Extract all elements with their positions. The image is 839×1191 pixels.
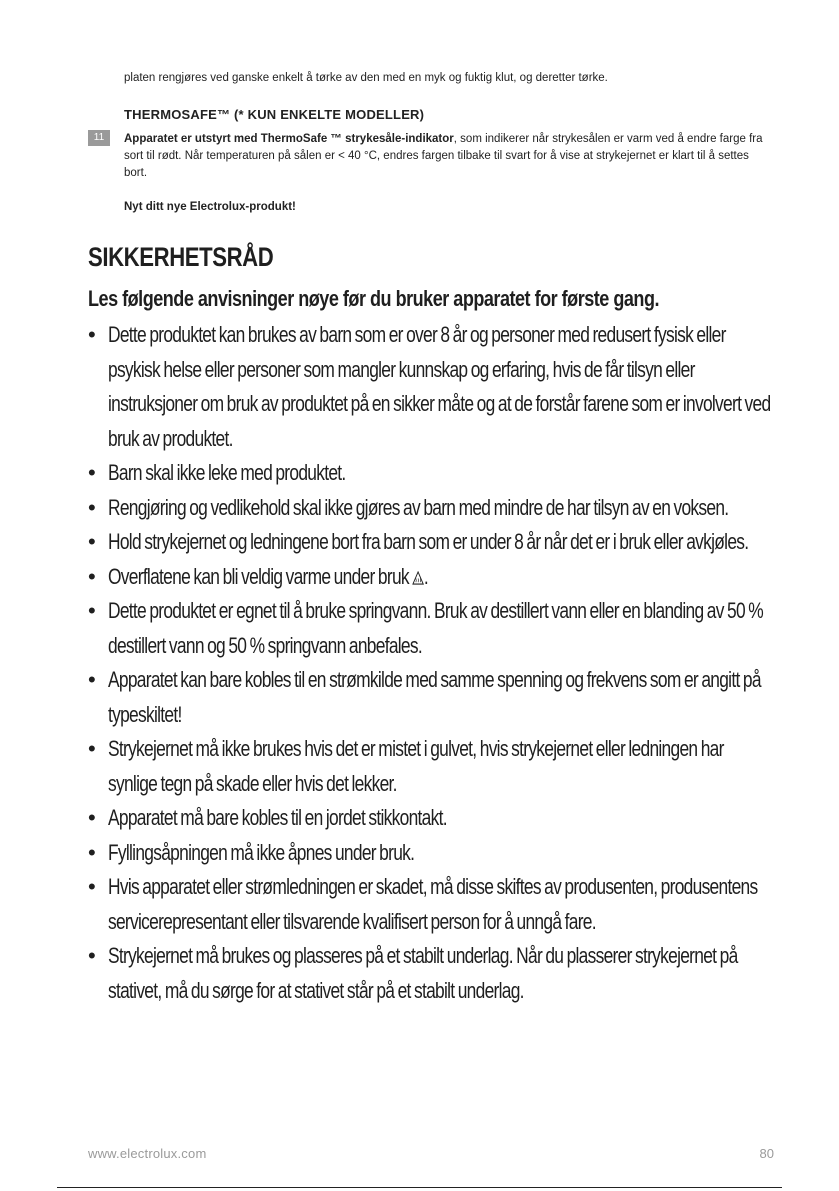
enjoy-text: Nyt ditt nye Electrolux-produkt!: [124, 201, 296, 213]
hot-surface-warning-icon: [412, 571, 424, 585]
list-item: [88, 525, 778, 560]
list-item: [88, 870, 778, 939]
list-item-text: Dette produktet kan brukes av barn som er over 8 år og personer med redusert fysisk eller psykisk helse eller personer som mangler kunnskap og erfaring, hvis de får tilsyn eller instruksjoner om bruk av produktet på en sikker måte og at de forstår farene som er involvert ved bruk av produktet.: [108, 322, 771, 451]
list-item-text: Strykejernet må brukes og plasseres på et stabilt underlag. Når du plasserer strykejernet på stativet, må du sørge for at stativet står på et stabilt underlag.: [108, 943, 738, 1003]
safety-list: [88, 318, 778, 1008]
thermosafe-body-text: , som indikerer når strykesålen er varm ved å endre farge fra sort til rødt. Når temperaturen på sålen er < 40 °C, endres fargen tilbake til svart for å vise at strykejernet er klart til å settes bort.: [124, 133, 763, 179]
list-item-text: Apparatet må bare kobles til en jordet stikkontakt.: [108, 805, 447, 830]
list-item: [88, 456, 778, 491]
bullet: •: [88, 839, 95, 865]
bullet: •: [88, 460, 95, 485]
hot-surface-period: .: [423, 563, 429, 589]
list-item-text: Hold strykejernet og ledningene bort fra barn som er under 8 år når det er i bruk eller avkjøles.: [108, 529, 749, 554]
list-item-text: Barn skal ikke leke med produktet.: [108, 460, 346, 485]
list-item-text: Fyllingsåpningen må ikke åpnes under bruk.: [108, 839, 415, 865]
step-badge: 11: [88, 130, 110, 146]
list-item-hot-surface: [108, 560, 772, 595]
footer-website[interactable]: www.electrolux.com: [88, 1146, 207, 1161]
list-item: [88, 318, 778, 456]
list-item: [88, 663, 778, 732]
list-item-text: Strykejernet må ikke brukes hvis det er mistet i gulvet, hvis strykejernet eller ledningen har synlige tegn på skade eller hvis det lekker.: [108, 736, 724, 796]
list-item: [88, 491, 778, 526]
list-item: [88, 939, 778, 1008]
bullet: •: [88, 322, 95, 347]
bullet: •: [88, 736, 95, 761]
intro-text: platen rengjøres ved ganske enkelt å tørke av den med en myk og fuktig klut, og deretter tørke.: [124, 72, 608, 84]
bullet: •: [88, 529, 95, 554]
bullet: •: [88, 874, 95, 899]
thermosafe-heading: THERMOSAFE™ (* KUN ENKELTE MODELLER): [124, 107, 425, 122]
bullet: •: [88, 943, 95, 968]
list-item: [88, 560, 778, 595]
safety-title: SIKKERHETSRÅD: [88, 242, 274, 272]
list-item-text: Overflatene kan bli veldig varme under bruk: [108, 563, 409, 589]
thermosafe-bold-text: Apparatet er utstyrt med ThermoSafe ™ strykesåle-indikator: [124, 133, 454, 145]
list-item-text: Rengjøring og vedlikehold skal ikke gjøres av barn med mindre de har tilsyn av en voksen.: [108, 494, 729, 520]
list-item: [88, 801, 778, 836]
bullet: •: [88, 667, 95, 692]
bullet: •: [88, 494, 95, 520]
list-item: [88, 594, 778, 663]
footer-divider: [57, 1187, 782, 1188]
thermosafe-paragraph: [124, 131, 764, 182]
list-item: [88, 836, 778, 871]
page-number: 80: [759, 1146, 774, 1161]
safety-subtitle: Les følgende anvisninger nøye før du bruker apparatet for første gang.: [88, 286, 660, 311]
list-item-text: Hvis apparatet eller strømledningen er skadet, må disse skiftes av produsenten, produsentens servicerepresentant eller tilsvarende kvalifisert person for å unngå fare.: [108, 874, 758, 934]
bullet: •: [88, 598, 95, 623]
bullet: •: [88, 563, 95, 589]
list-item-text: Dette produktet er egnet til å bruke springvann. Bruk av destillert vann eller en blanding av 50 % destillert vann og 50 % springvann anbefales.: [108, 598, 764, 658]
list-item: [88, 732, 778, 801]
list-item-text: Apparatet kan bare kobles til en strømkilde med samme spenning og frekvens som er angitt på typeskiltet!: [108, 667, 761, 727]
bullet: •: [88, 805, 95, 830]
